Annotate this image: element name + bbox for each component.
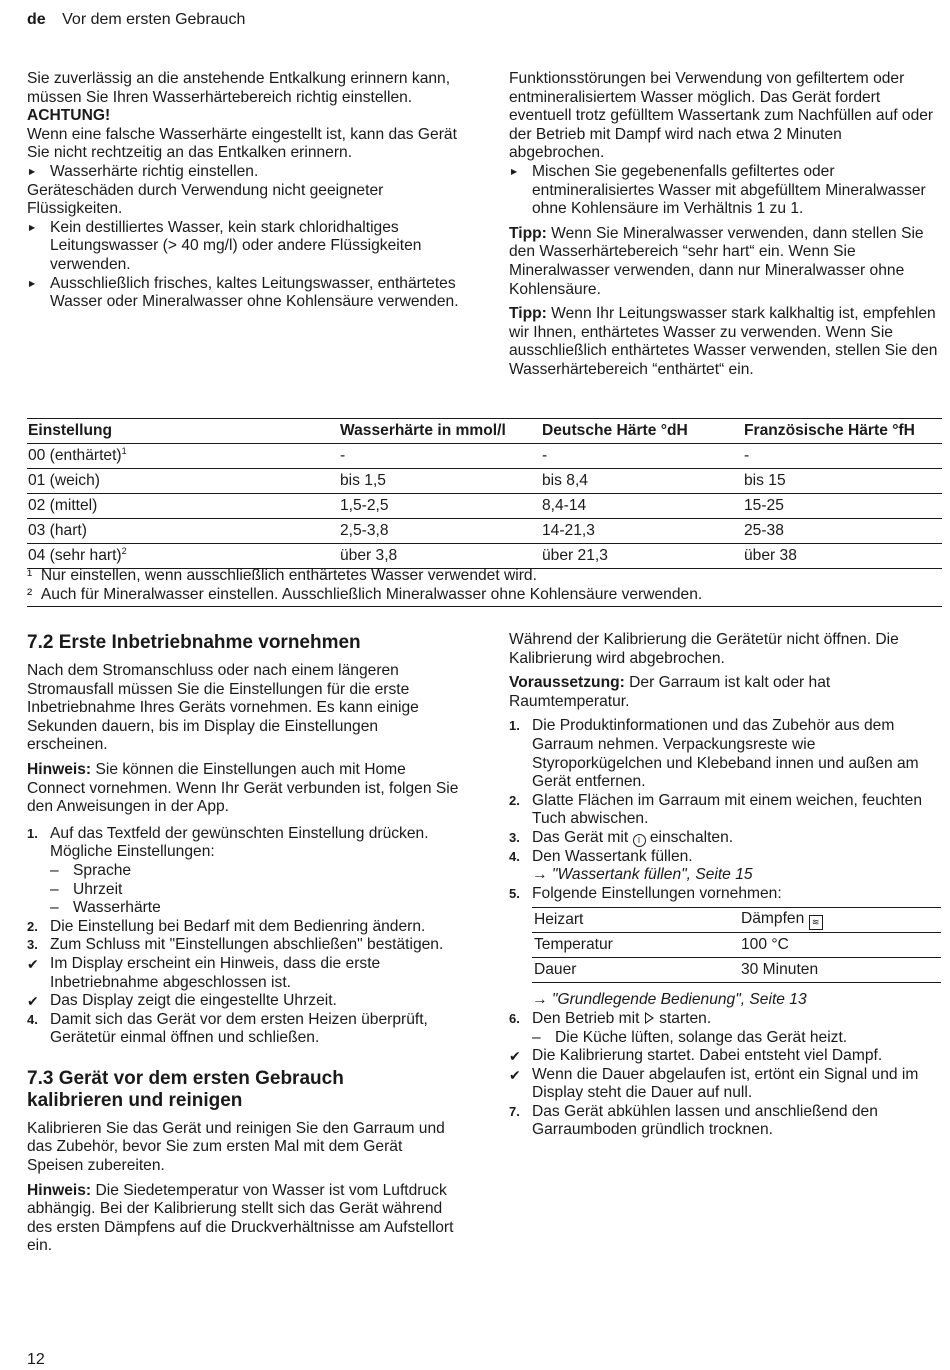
- result-text: Wenn die Dauer abgelaufen ist, ertönt ein Signal und im Display steht die Dauer auf null.: [532, 1065, 919, 1102]
- table-cell: 100 °C: [739, 933, 941, 958]
- sub-item: – Die Küche lüften, solange das Gerät heizt.: [509, 1029, 941, 1048]
- note-paragraph: [27, 1182, 459, 1256]
- table-row: [27, 494, 942, 519]
- note-label: Hinweis:: [27, 1181, 92, 1199]
- step-item: [27, 936, 459, 955]
- step-item: [509, 1103, 941, 1140]
- table-cell: bis 8,4: [541, 469, 743, 494]
- table-cell: -: [541, 444, 743, 469]
- result-item: [509, 1047, 941, 1066]
- result-item: [27, 955, 459, 992]
- option-item: – Uhrzeit: [27, 881, 459, 900]
- table-cell: 02 (mittel): [27, 494, 339, 519]
- table-cell: bis 15: [743, 469, 942, 494]
- step-text: Den Wassertank füllen.: [532, 847, 693, 865]
- step-number: 3.: [509, 829, 520, 845]
- table-row: [532, 958, 941, 983]
- paragraph: Geräteschäden durch Verwendung nicht geeigneter Flüssigkeiten.: [27, 181, 384, 218]
- bullet-item: ▶ Kein destilliertes Wasser, kein stark chloridhaltiges Leitungswasser (> 40 mg/l) oder andere Flüssigkeiten verwenden.: [27, 219, 459, 275]
- paragraph: Kalibrieren Sie das Gerät und reinigen Sie den Garraum und das Zubehör, bevor Sie zum ersten Mal mit dem Gerät Speisen zubereiten.: [27, 1119, 445, 1175]
- table-cell: [739, 908, 941, 933]
- footnote-mark: ²: [27, 586, 33, 603]
- check-icon: ✔: [27, 955, 39, 972]
- paragraph: Wenn eine falsche Wasserhärte eingestellt ist, kann das Gerät Sie nicht rechtzeitig an das Entkalken erinnern.: [27, 125, 457, 162]
- table-cell: bis 1,5: [339, 469, 541, 494]
- step-number: 1.: [509, 718, 520, 734]
- paragraph: Während der Kalibrierung die Gerätetür nicht öffnen. Die Kalibrierung wird abgebrochen.: [509, 631, 899, 667]
- prerequisite-label: Voraussetzung:: [509, 674, 625, 692]
- step-item: [509, 792, 941, 829]
- tip-text: Wenn Sie Mineralwasser verwenden, dann stellen Sie den Wasserhärtebereich “sehr hart“ ein. Wenn Sie Mineralwasser verwenden, dann nur Mineralwasser ohne Kohlensäure.: [509, 224, 924, 298]
- step-number: 4.: [27, 1011, 38, 1027]
- tip-paragraph: [509, 305, 941, 379]
- step-text: starten.: [659, 1009, 712, 1027]
- footnote-ref: 1: [121, 445, 127, 456]
- table-header: Deutsche Härte °dH: [541, 419, 743, 444]
- bullet-item: ▶ Mischen Sie gegebenenfalls gefiltertes oder entmineralisiertes Wasser mit abgefülltem Mineralwasser ohne Kohlensäure im Verhältnis 1 zu 1.: [509, 163, 941, 219]
- step-text: Den Betrieb mit: [532, 1009, 640, 1027]
- footnote-mark: ¹: [27, 567, 33, 584]
- paragraph: Nach dem Stromanschluss oder nach einem längeren Stromausfall müssen Sie die Einstellungen für die erste Inbetriebnahme Ihres Geräts vornehmen. Es kann einige Sekunden dauern, bis im Display die Einstellungen erscheinen.: [27, 662, 419, 754]
- result-text: Die Kalibrierung startet. Dabei entsteht viel Dampf.: [532, 1047, 883, 1065]
- table-row: [27, 544, 942, 569]
- footnote: [27, 567, 537, 586]
- heading-line: 7.3 Gerät vor dem ersten Gebrauch: [27, 1067, 344, 1089]
- step-text: Folgende Einstellungen vornehmen:: [532, 884, 782, 902]
- footnote: [27, 586, 702, 605]
- step-item: [509, 717, 941, 791]
- step-text: einschalten.: [649, 828, 734, 846]
- table-cell: 2,5-3,8: [339, 519, 541, 544]
- table-row: [532, 908, 941, 933]
- heading-line: kalibrieren und reinigen: [27, 1089, 243, 1111]
- page-number: 12: [27, 1351, 45, 1368]
- cross-reference: → "Grundlegende Bedienung", Seite 13: [532, 991, 807, 1009]
- note-paragraph: [27, 761, 459, 817]
- step-number: 2.: [27, 918, 38, 934]
- step-number: 6.: [509, 1010, 520, 1026]
- running-header: [27, 11, 245, 30]
- step-text: Damit sich das Gerät vor dem ersten Heizen überprüft, Gerätetür einmal öffnen und schließen.: [50, 1010, 428, 1047]
- table-row: [27, 469, 942, 494]
- left-bottom-column: [27, 632, 459, 1256]
- step-item: [27, 918, 459, 937]
- start-icon: [645, 1012, 654, 1024]
- table-cell: 03 (hart): [27, 519, 339, 544]
- step-item: [509, 1010, 941, 1029]
- note-text: Sie können die Einstellungen auch mit Home Connect vornehmen. Wenn Ihr Gerät verbunden ist, folgen Sie den Anweisungen in der App.: [27, 760, 459, 816]
- table-cell: Heizart: [532, 908, 739, 933]
- language-code: de: [27, 11, 46, 28]
- tip-text: Wenn Ihr Leitungswasser stark kalkhaltig ist, empfehlen wir Ihnen, enthärtetes Wasser zu verwenden. Wenn Sie ausschließlich enthärtetes Wasser verwenden, stellen Sie den Wasserhärtebereich “enthärtet“ ein.: [509, 305, 938, 378]
- step-number: 7.: [509, 1103, 520, 1119]
- step-number: 1.: [27, 825, 38, 841]
- table-cell: über 38: [743, 544, 942, 569]
- section-heading: [27, 1068, 459, 1112]
- right-top-column: [509, 70, 941, 380]
- table-cell: -: [743, 444, 942, 469]
- step-text: Die Produktinformationen und das Zubehör aus dem Garraum nehmen. Verpackungsreste wie Styroporkügelchen und Klebeband innen und außen am Gerät entfernen.: [532, 717, 919, 791]
- settings-table: [532, 907, 941, 983]
- prerequisite-text: Der Garraum ist kalt oder hat Raumtemperatur.: [509, 674, 831, 710]
- section-heading: 7.2 Erste Inbetriebnahme vornehmen: [27, 632, 361, 653]
- check-icon: ✔: [509, 1066, 521, 1083]
- warning-heading: ACHTUNG!: [27, 107, 111, 125]
- table-cell: über 3,8: [339, 544, 541, 569]
- left-top-column: [27, 70, 459, 312]
- cell-text: Dämpfen: [741, 910, 805, 928]
- table-row: [27, 444, 942, 469]
- step-text: Das Gerät abkühlen lassen und anschließend den Garraumboden gründlich trocknen.: [532, 1102, 878, 1139]
- step-number: 4.: [509, 848, 520, 864]
- header-title: Vor dem ersten Gebrauch: [62, 11, 246, 28]
- step-number: 5.: [509, 885, 520, 901]
- table-cell: 30 Minuten: [739, 958, 941, 983]
- table-header: Französische Härte °fH: [743, 419, 942, 444]
- paragraph: Sie zuverlässig an die anstehende Entkalkung erinnern kann, müssen Sie Ihren Wasserhärtebereich richtig einstellen.: [27, 70, 451, 106]
- step-item: [509, 829, 941, 848]
- table-cell: -: [339, 444, 541, 469]
- step-text: Auf das Textfeld der gewünschten Einstellung drücken.: [50, 824, 429, 842]
- table-cell: 25-38: [743, 519, 942, 544]
- table-cell: 14-21,3: [541, 519, 743, 544]
- cell-text: 04 (sehr hart): [28, 546, 122, 564]
- right-bottom-column: [509, 631, 941, 1140]
- footnote-text: Nur einstellen, wenn ausschließlich enthärtetes Wasser verwendet wird.: [40, 567, 537, 584]
- table-header-row: [27, 419, 942, 444]
- footnote-text: Auch für Mineralwasser einstellen. Ausschließlich Mineralwasser ohne Kohlensäure verwenden.: [40, 586, 703, 603]
- tip-label: Tipp:: [509, 305, 547, 323]
- tip-label: Tipp:: [509, 224, 547, 242]
- check-icon: ✔: [509, 1048, 521, 1065]
- result-text: Das Display zeigt die eingestellte Uhrzeit.: [50, 992, 337, 1010]
- table-cell: über 21,3: [541, 544, 743, 569]
- note-label: Hinweis:: [27, 760, 92, 778]
- step-item: [509, 848, 941, 867]
- result-item: [509, 1066, 941, 1103]
- step-text: Das Gerät mit: [532, 828, 629, 846]
- step-item: [509, 885, 941, 904]
- prerequisite-paragraph: [509, 674, 941, 711]
- steam-icon: ≋: [809, 915, 823, 930]
- cross-reference: → "Wassertank füllen", Seite 15: [532, 866, 753, 884]
- step-item: [27, 1011, 459, 1048]
- cell-text: 00 (enthärtet): [28, 446, 122, 464]
- step-subtext: Mögliche Einstellungen:: [50, 843, 215, 861]
- table-row: [532, 933, 941, 958]
- table-cell: Temperatur: [532, 933, 739, 958]
- step-text: Die Einstellung bei Bedarf mit dem Bedienring ändern.: [50, 917, 426, 935]
- bullet-item: ▶ Wasserhärte richtig einstellen.: [27, 163, 459, 182]
- table-cell: [27, 544, 339, 569]
- power-icon: I: [633, 834, 646, 847]
- table-row: [27, 519, 942, 544]
- water-hardness-table: [27, 418, 942, 569]
- step-number: 2.: [509, 792, 520, 808]
- footnote-divider: [27, 606, 942, 607]
- table-cell: Dauer: [532, 958, 739, 983]
- table-cell: 01 (weich): [27, 469, 339, 494]
- step-text: Zum Schluss mit "Einstellungen abschließen" bestätigen.: [50, 936, 444, 954]
- result-item: [27, 992, 459, 1011]
- table-cell: 15-25: [743, 494, 942, 519]
- table-header: Wasserhärte in mmol/l: [339, 419, 541, 444]
- step-number: 3.: [27, 937, 38, 953]
- bullet-item: ▶ Ausschließlich frisches, kaltes Leitungswasser, enthärtetes Wasser oder Mineralwasser ohne Kohlensäure verwenden.: [27, 275, 459, 312]
- table-cell: 8,4-14: [541, 494, 743, 519]
- check-icon: ✔: [27, 993, 39, 1010]
- tip-paragraph: [509, 225, 941, 299]
- table-cell: [27, 444, 339, 469]
- footnote-ref: 2: [121, 545, 127, 556]
- option-item: – Sprache: [27, 862, 459, 881]
- table-cell: 1,5-2,5: [339, 494, 541, 519]
- step-text: Glatte Flächen im Garraum mit einem weichen, feuchten Tuch abwischen.: [532, 791, 923, 828]
- note-text: Die Siedetemperatur von Wasser ist vom Luftdruck abhängig. Bei der Kalibrierung stellt sich das Gerät während des ersten Dämpfens auf die Druckverhältnisse am Aufstellort ein.: [27, 1181, 454, 1255]
- paragraph: Funktionsstörungen bei Verwendung von gefiltertem oder entmineralisiertem Wasser möglich. Das Gerät fordert eventuell trotz gefülltem Wassertank zum Nachfüllen auf oder der Betrieb mit Dampf wird nach etwa 2 Minuten abgebrochen.: [509, 70, 934, 162]
- option-item: – Wasserhärte: [27, 899, 459, 918]
- result-text: Im Display erscheint ein Hinweis, dass die erste Inbetriebnahme abgeschlossen ist.: [50, 954, 381, 991]
- table-header: Einstellung: [27, 419, 339, 444]
- step-item: [27, 825, 459, 862]
